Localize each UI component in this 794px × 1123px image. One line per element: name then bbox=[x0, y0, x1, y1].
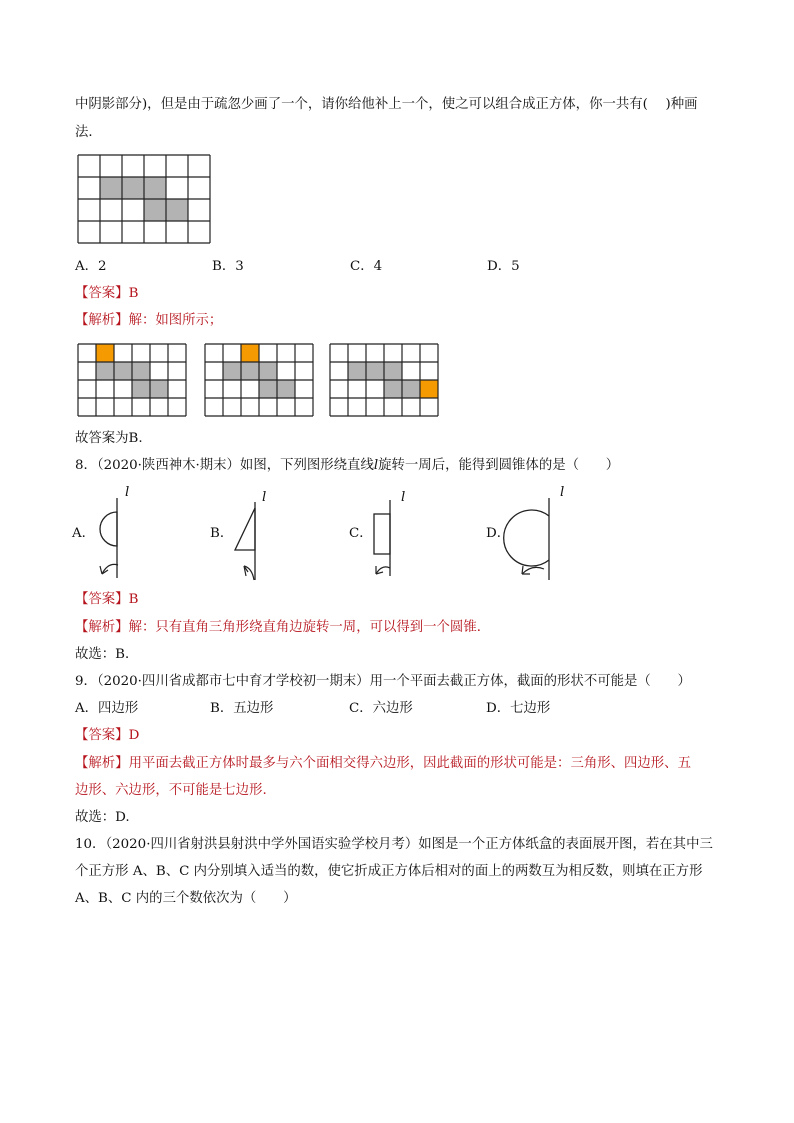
q9-stem: 9．（2020·四川省成都市七中育才学校初一期末）用一个平面去截正方体，截面的形状不可能是（ ） bbox=[75, 674, 691, 689]
grid-shaded-cell bbox=[144, 199, 166, 221]
q7-option-b: B．3 bbox=[212, 259, 244, 274]
grid-shaded-cell bbox=[132, 380, 150, 398]
q7-analysis bbox=[75, 312, 222, 330]
grid-shaded-cell bbox=[384, 362, 402, 380]
q10-stem-line1: 10．（2020·四川省射洪县射洪中学外国语实验学校月考）如图是一个正方体纸盒的表面展开图，若在其中三 bbox=[75, 837, 713, 852]
analysis-text: 用平面去截正方体时最多与六个面相交得六边形，因此截面的形状可能是：三角形、四边形、五 bbox=[128, 756, 691, 771]
q8-conclusion: 故选：B． bbox=[75, 647, 139, 662]
q8-axis-label-b: l bbox=[262, 490, 267, 505]
grid-shaded-cell bbox=[241, 362, 259, 380]
grid-shaded-cell bbox=[96, 362, 114, 380]
q8-stem-text: 8．（2020·陕西神木·期末）如图，下列图形绕直线 bbox=[75, 458, 374, 473]
analysis-tag: 【解析】 bbox=[75, 313, 129, 328]
grid-highlight-cell bbox=[420, 380, 438, 398]
q8-axis-label-c: l bbox=[401, 490, 406, 505]
q10-stem-line3: A、B、C 内的三个数依次为（ ） bbox=[75, 891, 297, 906]
q8-stem-variable: l bbox=[373, 458, 379, 473]
q7-solution-grid-2 bbox=[205, 344, 313, 416]
analysis-tag: 【解析】 bbox=[75, 756, 129, 771]
q9-answer bbox=[75, 727, 139, 745]
q7-net-grid bbox=[78, 155, 210, 245]
q8-axis-label-d: l bbox=[560, 485, 565, 500]
grid-shaded-cell bbox=[348, 362, 366, 380]
answer-tag: 【答案】 bbox=[75, 592, 129, 607]
q10-stem-line2: 个正方形 A、B、C 内分别填入适当的数，使它折成正方体后相对的面上的两数互为相反数，则填在正方形 bbox=[75, 864, 703, 879]
q8-figure-d-large-semicircle bbox=[506, 488, 566, 584]
grid-shaded-cell bbox=[132, 362, 150, 380]
grid-highlight-cell bbox=[96, 344, 114, 362]
grid-shaded-cell bbox=[259, 362, 277, 380]
grid-shaded-cell bbox=[277, 380, 295, 398]
analysis-text: 解：如图所示； bbox=[128, 313, 223, 328]
q9-option-a: A．四边形 bbox=[75, 701, 139, 716]
q7-option-c: C．4 bbox=[350, 259, 383, 274]
q8-figure-a-semicircle bbox=[88, 488, 138, 580]
q8-axis-label-a: l bbox=[125, 485, 130, 500]
q9-conclusion: 故选：D. bbox=[75, 810, 130, 825]
q9-option-d: D．七边形 bbox=[486, 701, 551, 716]
grid-shaded-cell bbox=[223, 362, 241, 380]
answer-tag: 【答案】 bbox=[75, 728, 129, 743]
grid-shaded-cell bbox=[166, 199, 188, 221]
q8-stem-rest: 旋转一周后，能得到圆锥体的是（ ） bbox=[378, 458, 620, 473]
grid-shaded-cell bbox=[144, 177, 166, 199]
grid-shaded-cell bbox=[366, 362, 384, 380]
grid-shaded-cell bbox=[100, 177, 122, 199]
q7-answer bbox=[75, 285, 138, 303]
q9-option-b: B．五边形 bbox=[210, 701, 274, 716]
grid-highlight-cell bbox=[241, 344, 259, 362]
grid-shaded-cell bbox=[384, 380, 402, 398]
q8-label-a: A． bbox=[72, 526, 96, 541]
answer-tag: 【答案】 bbox=[75, 286, 129, 301]
analysis-text: 解：只有直角三角形绕直角边旋转一周，可以得到一个圆锥． bbox=[128, 620, 491, 635]
answer-value: D bbox=[128, 728, 140, 743]
q7-option-a: A．2 bbox=[75, 259, 107, 274]
analysis-tag: 【解析】 bbox=[75, 620, 129, 635]
q9-analysis-line1 bbox=[75, 755, 691, 773]
answer-value: B bbox=[128, 286, 139, 301]
grid-shaded-cell bbox=[402, 380, 420, 398]
q8-analysis bbox=[75, 619, 490, 637]
q8-stem bbox=[75, 457, 619, 475]
answer-value: B bbox=[128, 592, 139, 607]
q9-analysis-line2: 边形、六边形，不可能是七边形. bbox=[75, 783, 267, 798]
q7-option-d: D．5 bbox=[487, 259, 520, 274]
q7-solution-grid-1 bbox=[78, 344, 186, 416]
grid-shaded-cell bbox=[114, 362, 132, 380]
grid-shaded-cell bbox=[259, 380, 277, 398]
q8-label-b: B． bbox=[210, 526, 234, 541]
q7-conclusion: 故答案为B. bbox=[75, 431, 143, 446]
q9-option-c: C．六边形 bbox=[349, 701, 413, 716]
q7-stem-line2: 法． bbox=[75, 125, 102, 140]
q7-solution-grid-3 bbox=[330, 344, 438, 416]
q8-label-d: D． bbox=[486, 526, 511, 541]
q8-label-c: C． bbox=[349, 526, 373, 541]
grid-shaded-cell bbox=[150, 380, 168, 398]
q7-stem-line1: 中阴影部分)，但是由于疏忽少画了一个，请你给他补上一个，使之可以组合成正方体，你一共有( )种画 bbox=[75, 97, 698, 112]
q8-answer bbox=[75, 591, 138, 609]
grid-shaded-cell bbox=[122, 177, 144, 199]
